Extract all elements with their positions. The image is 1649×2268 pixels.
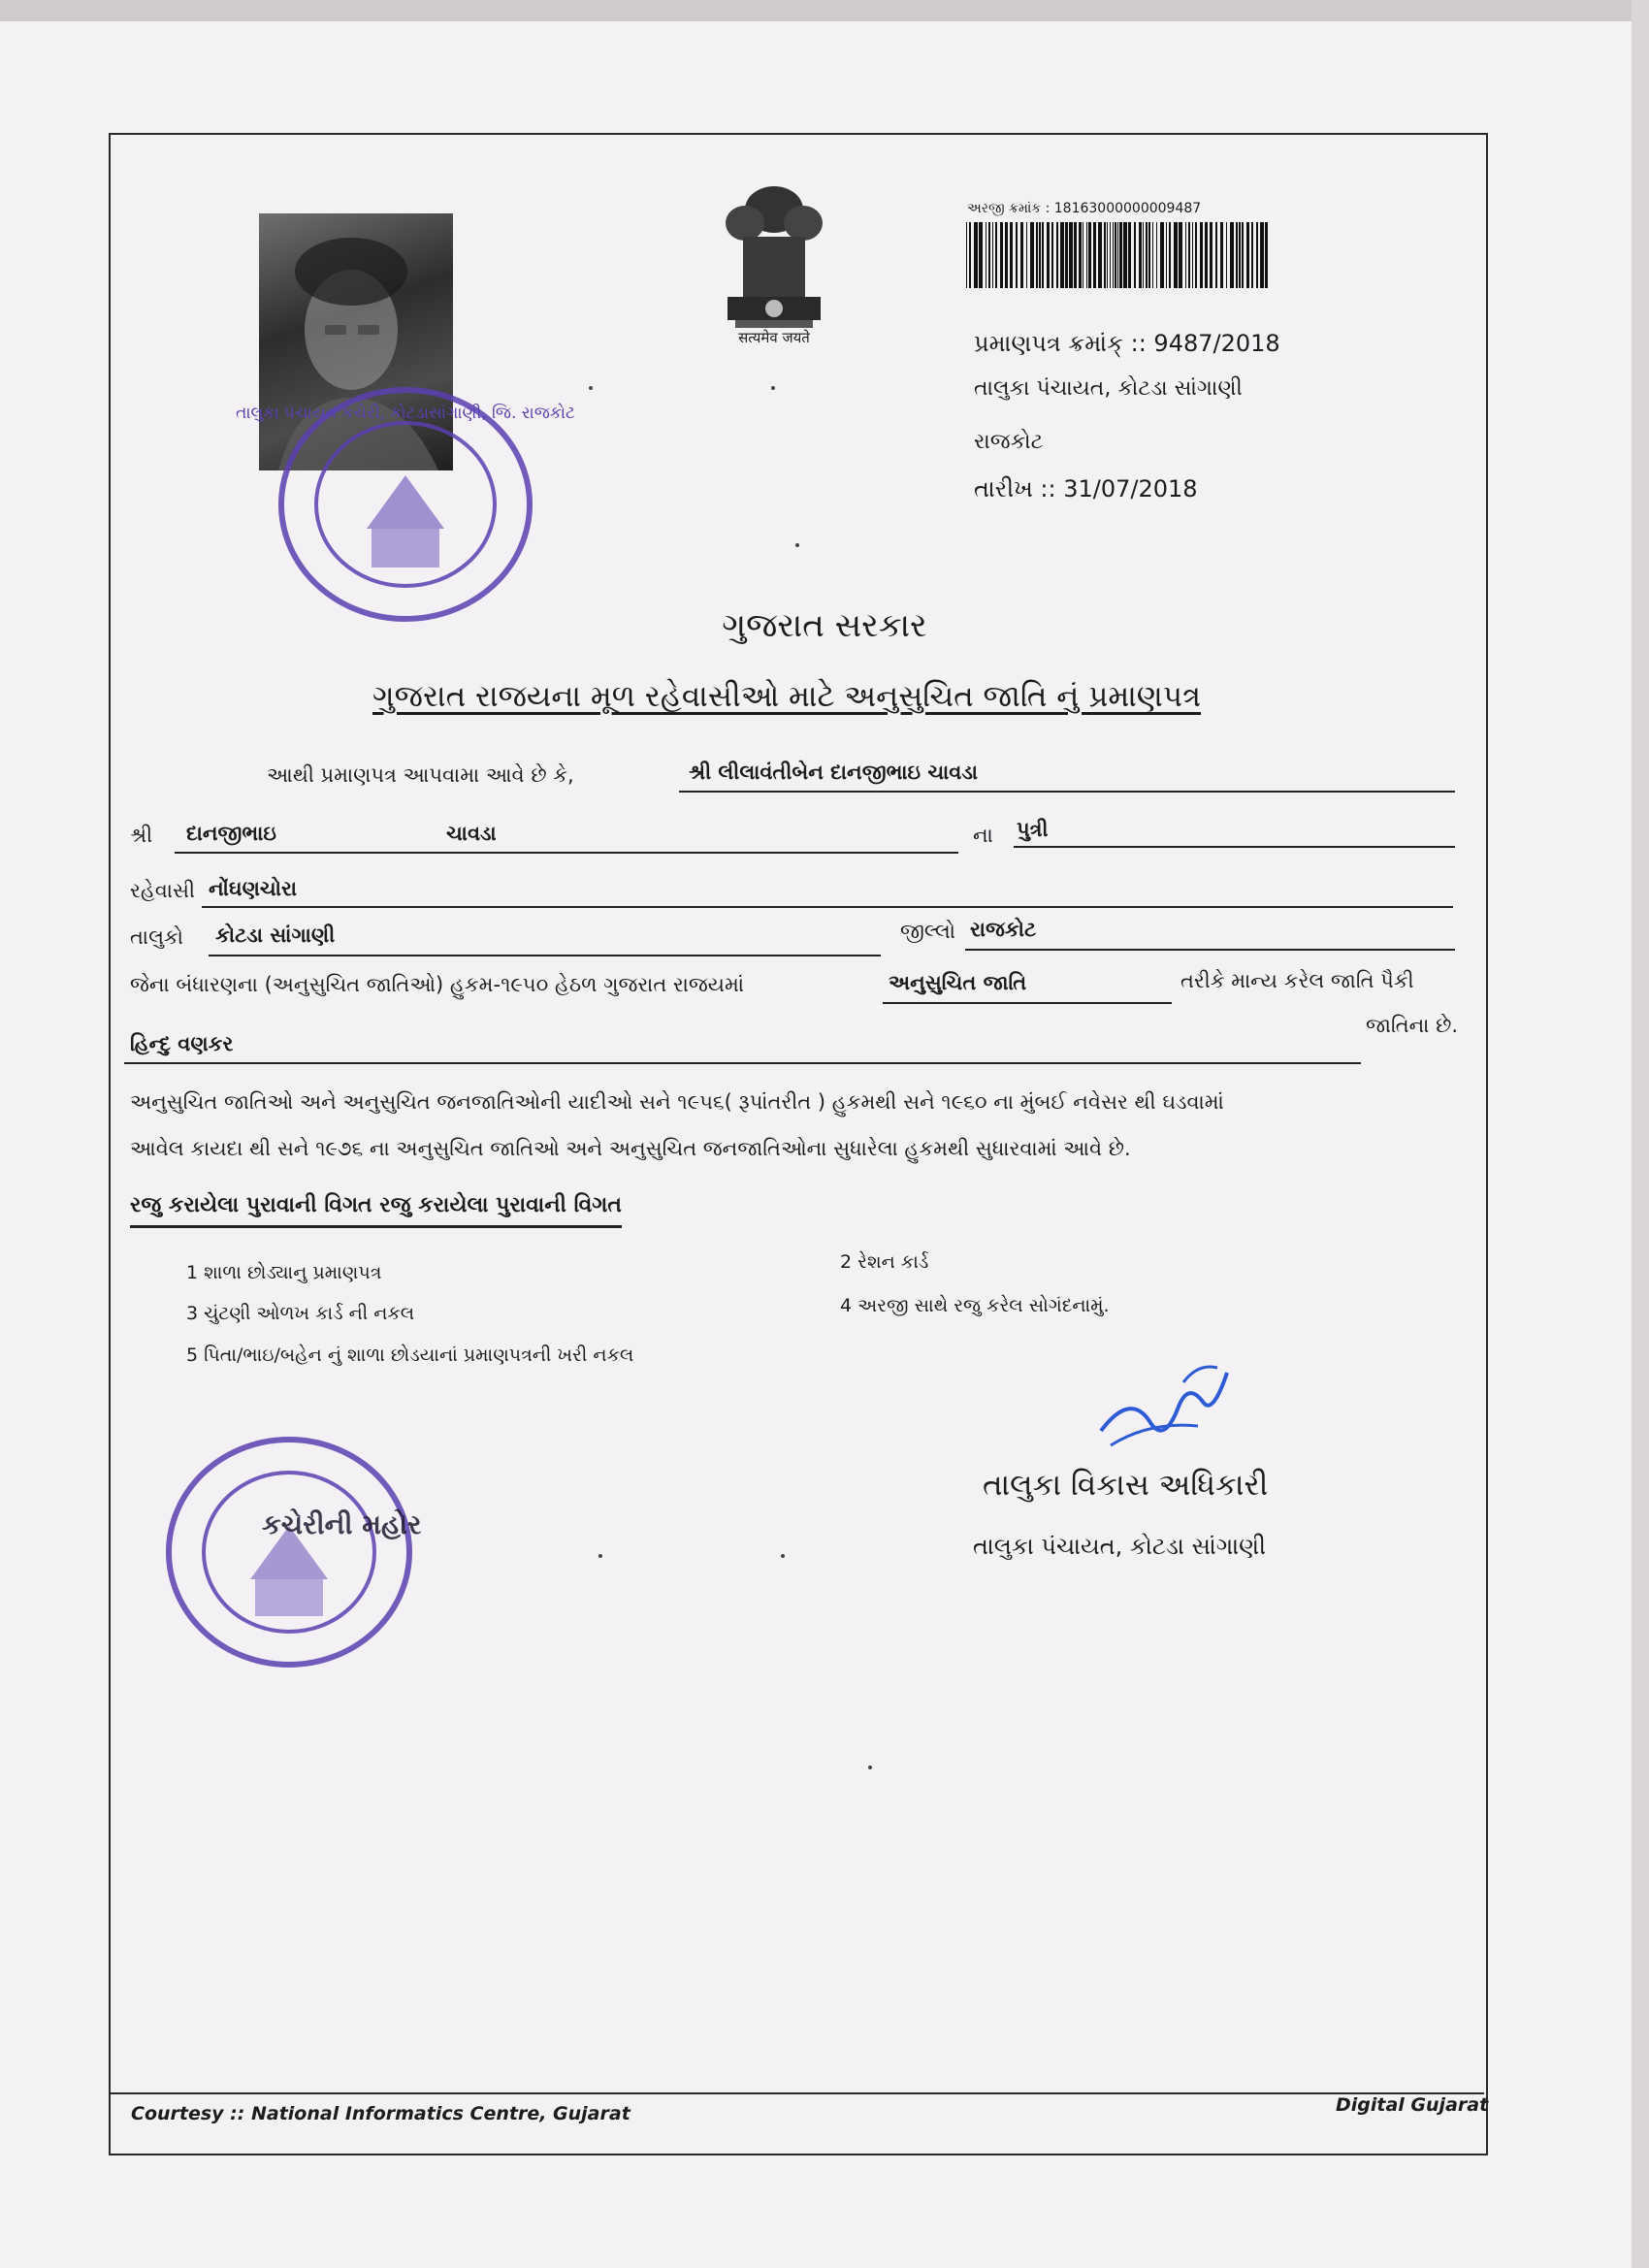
barcode-bar <box>1242 222 1244 288</box>
barcode-bar <box>1039 222 1041 288</box>
barcode-bar <box>1079 222 1082 288</box>
emblem-motto: सत्यमेव जयते <box>738 329 810 346</box>
na-label: ના <box>973 824 993 847</box>
barcode-bar <box>1246 222 1249 288</box>
barcode-bar <box>995 222 997 288</box>
barcode-bar <box>1056 222 1058 288</box>
document-item: 5 પિતા/ભાઇ/બહેન નું શાળા છોડયાનાં પ્રમાણપત્રની ખરી નકલ <box>186 1345 634 1366</box>
barcode-bar <box>1148 222 1150 288</box>
barcode-bar <box>1226 222 1227 288</box>
father-first-name: દાનજીભાઇ <box>186 822 276 845</box>
district-underline <box>965 949 1455 951</box>
barcode-bar <box>969 222 971 288</box>
resident-underline <box>202 906 1453 908</box>
barcode-bar <box>1146 222 1148 288</box>
barcode-bar <box>1123 222 1127 288</box>
barcode-bar <box>1195 222 1197 288</box>
barcode-bar <box>1265 222 1268 288</box>
barcode-bar <box>1104 222 1106 288</box>
barcode-bar <box>1016 222 1018 288</box>
barcode-bar <box>1098 222 1102 288</box>
scan-speck <box>868 1766 872 1769</box>
taluka-underline <box>209 955 881 956</box>
document-item: 4 અરજી સાથે રજુ કરેલ સોગંદનામું. <box>840 1295 1110 1316</box>
barcode-bar <box>1251 222 1253 288</box>
barcode-bar <box>1088 222 1091 288</box>
barcode-bar <box>966 222 967 288</box>
barcode-bar <box>1005 222 1008 288</box>
caste-value: હિન્દુ વણકર <box>130 1032 234 1055</box>
paragraph-line-2: આવેલ કાયદા થી સને ૧૯૭૬ ના અનુસુચિત જાતિઓ અને અનુસુચિત જનજાતિઓના સુધારેલા હુકમથી સુધારવામાં આવે છે. <box>130 1137 1131 1160</box>
barcode-bar <box>1010 222 1013 288</box>
barcode-bar <box>1260 222 1264 288</box>
barcode-bar <box>1134 222 1136 288</box>
seal-ring-text: તાલુકા પંચાયત કચેરી, કોટડાસાંગાણી, જિ. રાજકોટ <box>236 404 575 423</box>
barcode-bar <box>1060 222 1064 288</box>
barcode-bar <box>1143 222 1144 288</box>
shri-label: શ્રી <box>130 824 153 847</box>
documents-heading: રજુ કરાયેલા પુરાવાની વિગત રજુ કરાયેલા પુરાવાની વિગત <box>130 1193 622 1228</box>
barcode-bar <box>1174 222 1178 288</box>
barcode-bar <box>1047 222 1050 288</box>
order-text: જેના બંધારણના (અનુસુચિત જાતિઓ) હુકમ-૧૯૫૦ હેઠળ ગુજરાત રાજયમાં <box>130 973 744 996</box>
paper-top-edge <box>0 0 1649 21</box>
father-name-underline <box>175 852 958 854</box>
holder-name-underline <box>679 791 1455 793</box>
application-number: અરજી ક્રમાંક : 18163000000009487 <box>967 201 1202 216</box>
barcode-bar <box>1239 222 1241 288</box>
barcode-bar <box>1215 222 1217 288</box>
category-value: અનુસુચિત જાતિ <box>889 971 1027 994</box>
relation-underline <box>1014 846 1455 848</box>
caste-suffix: જાતિના છે. <box>1366 1014 1458 1037</box>
resident-label: રહેવાસી <box>130 879 196 902</box>
barcode-bar <box>1200 222 1203 288</box>
barcode-bar <box>1107 222 1108 288</box>
barcode-bar <box>1020 222 1023 288</box>
barcode-bar <box>1026 222 1027 288</box>
barcode-bar <box>1139 222 1142 288</box>
issue-date: તારીખ :: 31/07/2018 <box>974 475 1198 502</box>
barcode-bar <box>1119 222 1122 288</box>
barcode-bar <box>1110 222 1111 288</box>
paragraph-line-1: અનુસુચિત જાતિઓ અને અનુસુચિત જનજાતિઓની યાદીઓ સને ૧૯૫૬( રૂપાંતરીત ) હુકમથી સને ૧૯૬૦ ના મુંબઈ નવેસર થી ઘડવામાં <box>130 1090 1224 1114</box>
document-item: 2 રેશન કાર્ડ <box>840 1251 929 1273</box>
scan-speck <box>771 386 775 390</box>
district-label: જીલ્લો <box>900 920 955 943</box>
barcode-bar <box>1188 222 1190 288</box>
barcode-bar <box>1236 222 1238 288</box>
barcode-bar <box>1036 222 1038 288</box>
barcode-bar <box>1086 222 1087 288</box>
paper-right-edge <box>1632 0 1649 2268</box>
barcode-bar <box>1169 222 1171 288</box>
barcode-bar <box>1230 222 1234 288</box>
relation: પુત્રી <box>1017 818 1049 841</box>
barcode-bar <box>1166 222 1167 288</box>
barcode-bar <box>1185 222 1186 288</box>
scan-speck <box>598 1554 602 1558</box>
office-seal-top <box>236 383 575 626</box>
barcode-bar <box>1117 222 1118 288</box>
father-last-name: ચાવડા <box>446 822 497 845</box>
barcode-bar <box>1160 222 1164 288</box>
barcode-bar <box>1205 222 1208 288</box>
barcode-bar <box>1115 222 1116 288</box>
taluka-label: તાલુકો <box>130 925 184 949</box>
barcode-bar <box>1128 222 1131 288</box>
barcode-bar <box>1065 222 1068 288</box>
barcode-bar <box>1051 222 1053 288</box>
barcode-bar <box>1192 222 1193 288</box>
recognized-text: તરીકે માન્ય કરેલ જાતિ પૈકી <box>1180 969 1414 992</box>
barcode-bar <box>1156 222 1157 288</box>
barcode-bar <box>1152 222 1153 288</box>
office-seal-caption: કચેરીની મહોર <box>262 1508 422 1540</box>
footer-courtesy: Courtesy :: National Informatics Centre, Gujarat <box>131 2103 630 2124</box>
scan-speck <box>795 543 799 547</box>
barcode-bar <box>1113 222 1114 288</box>
barcode-bar <box>1030 222 1034 288</box>
barcode-bar <box>979 222 983 288</box>
signatory-office: તાલુકા પંચાયત, કોટડા સાંગાણી <box>973 1533 1266 1560</box>
scan-speck <box>781 1554 785 1558</box>
barcode-bar <box>1069 222 1073 288</box>
issuing-district: રાજકોટ <box>974 430 1044 454</box>
holder-name: શ્રી લીલાવંતીબેન દાનજીભાઇ ચાવડા <box>689 761 979 784</box>
office-seal-bottom <box>163 1434 415 1671</box>
certificate-number: પ્રમાણપત્ર ક્રમાંક્ :: 9487/2018 <box>974 330 1280 357</box>
document-item: 1 શાળા છોડ્યાનુ પ્રમાણપત્ર <box>186 1262 382 1283</box>
barcode-bar <box>988 222 990 288</box>
barcode-bar <box>974 222 978 288</box>
barcode-bar <box>1042 222 1044 288</box>
scan-speck <box>589 386 593 390</box>
barcode-bar <box>1256 222 1258 288</box>
category-underline <box>883 1002 1172 1004</box>
footer-divider <box>111 2092 1484 2094</box>
barcode-bar <box>1093 222 1096 288</box>
national-emblem-icon <box>706 177 842 346</box>
caste-underline <box>124 1062 1361 1064</box>
barcode-bar <box>1220 222 1223 288</box>
issuing-office: તાલુકા પંચાયત, કોટડા સાંગાણી <box>974 376 1243 401</box>
taluka-value: કોટડા સાંગાણી <box>215 923 336 947</box>
signatory-title: તાલુકા વિકાસ અધિકારી <box>983 1468 1269 1503</box>
footer-brand: Digital Gujarat <box>1336 2094 1489 2116</box>
document-item: 3 ચુંટણી ઓળખ કાર્ડ ની નકલ <box>186 1303 415 1324</box>
barcode-bar <box>1179 222 1182 288</box>
barcode-bar <box>992 222 993 288</box>
officer-signature <box>1091 1353 1237 1460</box>
barcode-bar <box>1000 222 1003 288</box>
page-title: ગુજરાત સરકાર <box>722 606 927 645</box>
district-value: રાજકોટ <box>970 918 1037 941</box>
barcode-bar <box>1074 222 1077 288</box>
barcode-bar <box>1210 222 1212 288</box>
barcode <box>966 222 1269 288</box>
resident-place: નોંઘણચોરા <box>209 877 297 900</box>
intro-label: આથી પ્રમાણપત્ર આપવામા આવે છે કે, <box>267 763 574 787</box>
certificate-subtitle: ગુજરાત રાજયના મૂળ રહેવાસીઓ માટે અનુસુચિત જાતિ નું પ્રમાણપત્ર <box>372 679 1202 714</box>
